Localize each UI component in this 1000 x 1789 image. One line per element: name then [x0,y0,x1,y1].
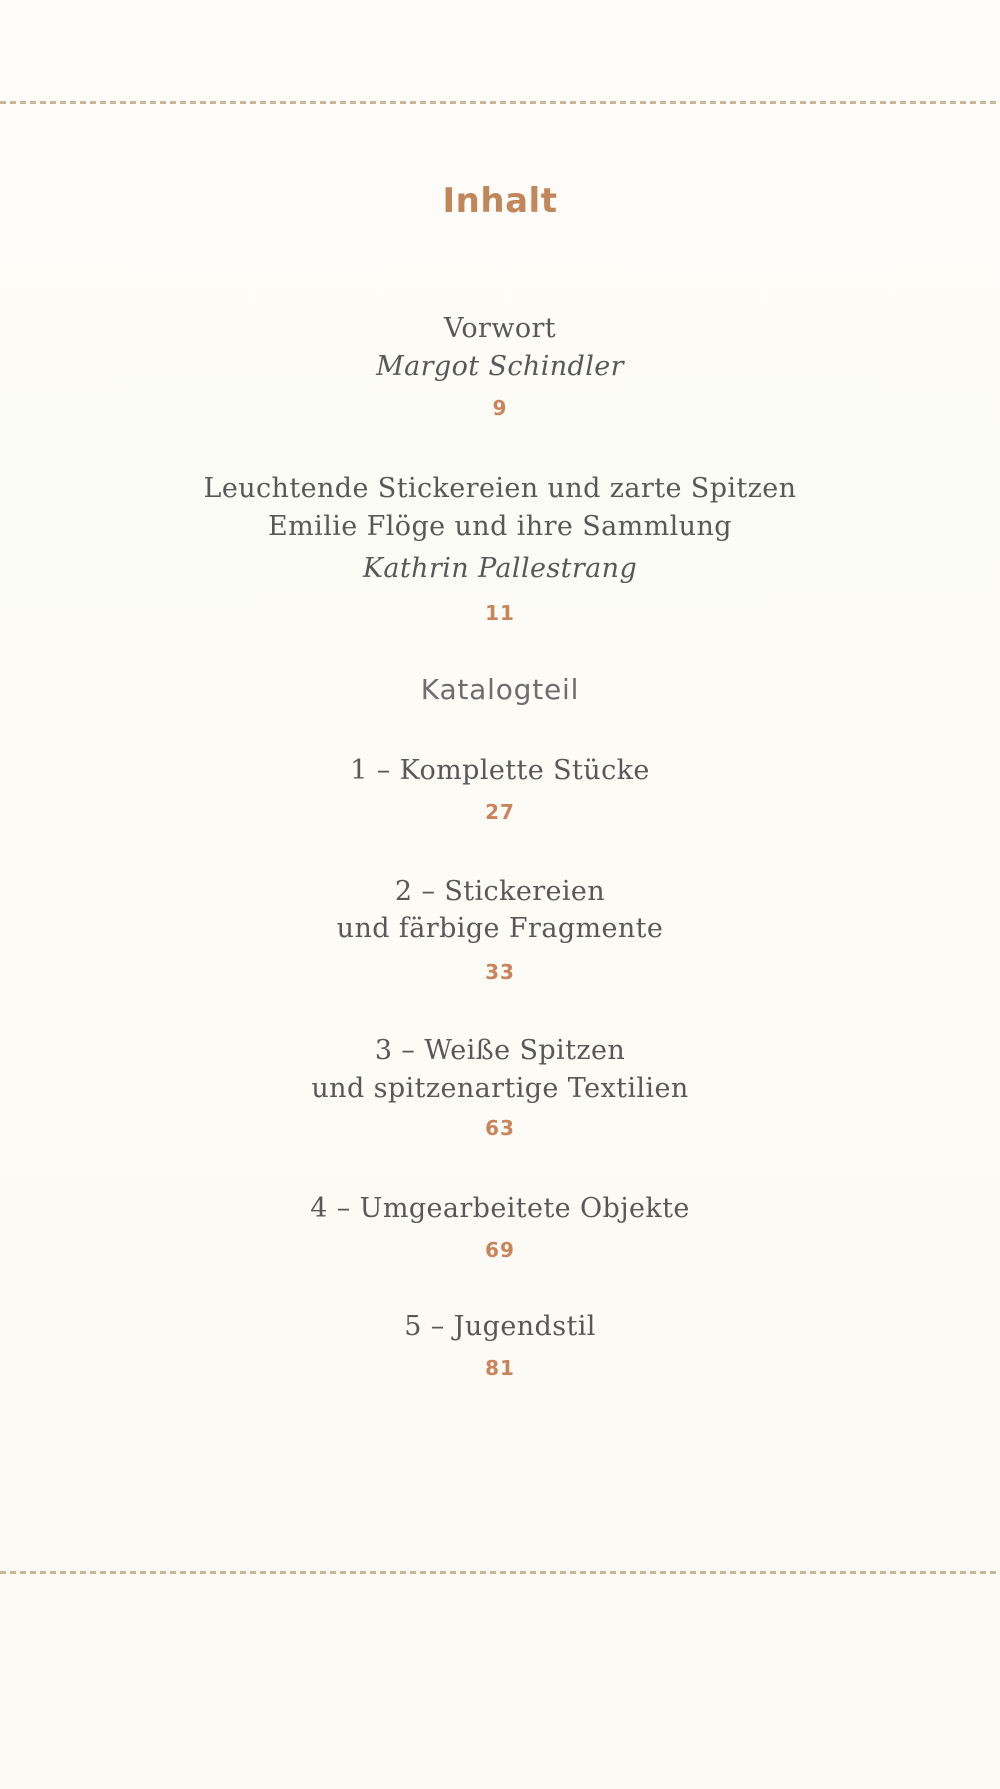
catalog-section-3-title-line-1: 3 – Weiße Spitzen [374,1035,626,1066]
catalog-section-5-title: 5 – Jugendstil [404,1311,596,1342]
catalog-section-3-title-line-2: und spitzenartige Textilien [311,1073,689,1104]
preface-author: Margot Schindler [376,351,624,382]
essay-author: Kathrin Pallestrang [362,553,638,584]
catalog-section-2-title-line-2: und färbige Fragmente [336,913,664,944]
page-title: Inhalt [442,181,558,221]
essay-page-number: 11 [485,601,515,625]
catalog-section-5-page-number: 81 [485,1356,515,1380]
catalog-section-4-page-number: 69 [485,1238,515,1262]
catalog-section-3-page-number: 63 [485,1116,515,1140]
catalog-section-1-title: 1 – Komplette Stücke [350,755,650,786]
preface-title: Vorwort [443,313,557,344]
catalog-section-4-title: 4 – Umgearbeitete Objekte [310,1193,690,1224]
essay-title-line-1: Leuchtende Stickereien und zarte Spitzen [203,473,797,504]
top-dashed-rule [0,101,1000,104]
bottom-dashed-rule [0,1571,1000,1574]
catalog-section-2-page-number: 33 [485,960,515,984]
essay-title-line-2: Emilie Flöge und ihre Sammlung [268,511,732,542]
catalog-section-1-page-number: 27 [485,800,515,824]
catalog-section-heading: Katalogteil [420,673,580,706]
preface-page-number: 9 [492,396,508,420]
catalog-section-2-title-line-1: 2 – Stickereien [394,876,606,907]
